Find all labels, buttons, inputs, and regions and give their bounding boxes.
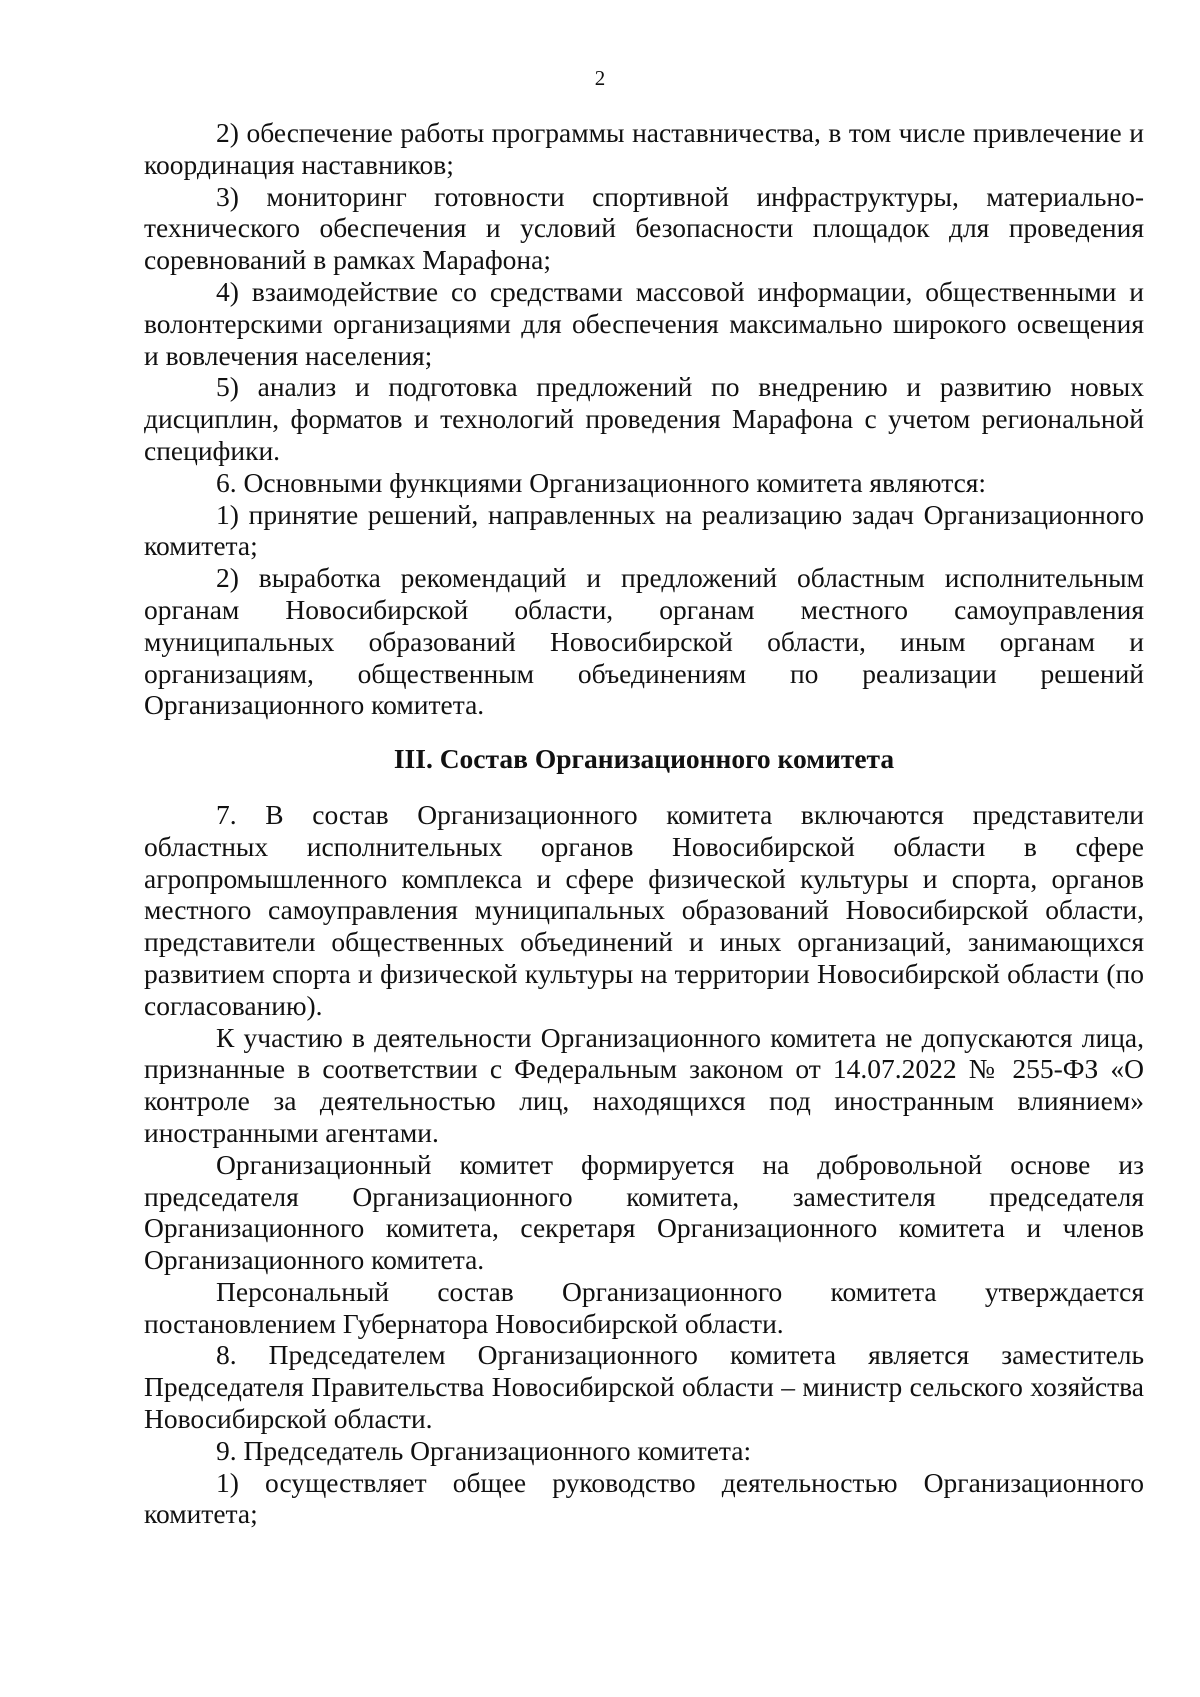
paragraph-item-4-media: 4) взаимодействие со средствами массовой информации, общественными и волонтерскими организациями для обеспечения максимально широкого освещения и вовлечения населения; (144, 275, 1144, 371)
paragraph-foreign-agents: К участию в деятельности Организационного комитета не допускаются лица, признанные в соответствии с Федеральным законом от 14.07.2022 № 255-ФЗ «О контроле за деятельностью лиц, находящихся под иностранным влиянием» иностранными агентами. (144, 1021, 1144, 1148)
paragraph-item-2-mentoring: 2) обеспечение работы программы наставничества, в том числе привлечение и координация наставников; (144, 117, 1144, 180)
page-number: 2 (594, 66, 606, 90)
section-heading: III. Состав Организационного комитета (393, 743, 895, 775)
paragraph-committee-formation: Организационный комитет формируется на добровольной основе из председателя Организационного комитета, заместителя председателя Организационного комитета, секретаря Организационного комитета и членов Организационного комитета. (144, 1148, 1144, 1276)
paragraph-clause-6-item-1: 1) принятие решений, направленных на реализацию задач Организационного комитета; (144, 498, 1144, 562)
paragraph-personal-composition: Персональный состав Организационного комитета утверждается постановлением Губернатора Новосибирской области. (144, 1275, 1144, 1339)
document-body (144, 117, 1144, 1530)
paragraph-clause-8: 8. Председателем Организационного комитета является заместитель Председателя Правительства Новосибирской области – министр сельского хозяйства Новосибирской области. (144, 1339, 1144, 1435)
paragraph-clause-9-item-1: 1) осуществляет общее руководство деятельностью Организационного комитета; (144, 1466, 1144, 1530)
paragraph-clause-6-item-2: 2) выработка рекомендаций и предложений областным исполнительным органам Новосибирской области, органам местного самоуправления муниципальных образований Новосибирской области, иным органам и организациям, общественным объединениям по реализации решений Организационного комитета. (144, 562, 1144, 721)
paragraph-item-3-monitoring: 3) мониторинг готовности спортивной инфраструктуры, материально-технического обеспечения и условий безопасности площадок для проведения соревнований в рамках Марафона; (144, 180, 1144, 276)
paragraph-clause-6: 6. Основными функциями Организационного комитета являются: (216, 466, 987, 498)
paragraph-item-5-analysis: 5) анализ и подготовка предложений по внедрению и развитию новых дисциплин, форматов и технологий проведения Марафона с учетом региональной специфики. (144, 371, 1144, 466)
paragraph-clause-9: 9. Председатель Организационного комитета: (216, 1434, 752, 1466)
paragraph-clause-7: 7. В состав Организационного комитета включаются представители областных исполнительных органов Новосибирской области в сфере агропромышленного комплекса и сфере физической культуры и спорта, органов местного самоуправления муниципальных образований Новосибирской области, представители общественных объединений и иных организаций, занимающихся развитием спорта и физической культуры на территории Новосибирской области (по согласованию). (144, 798, 1144, 1021)
